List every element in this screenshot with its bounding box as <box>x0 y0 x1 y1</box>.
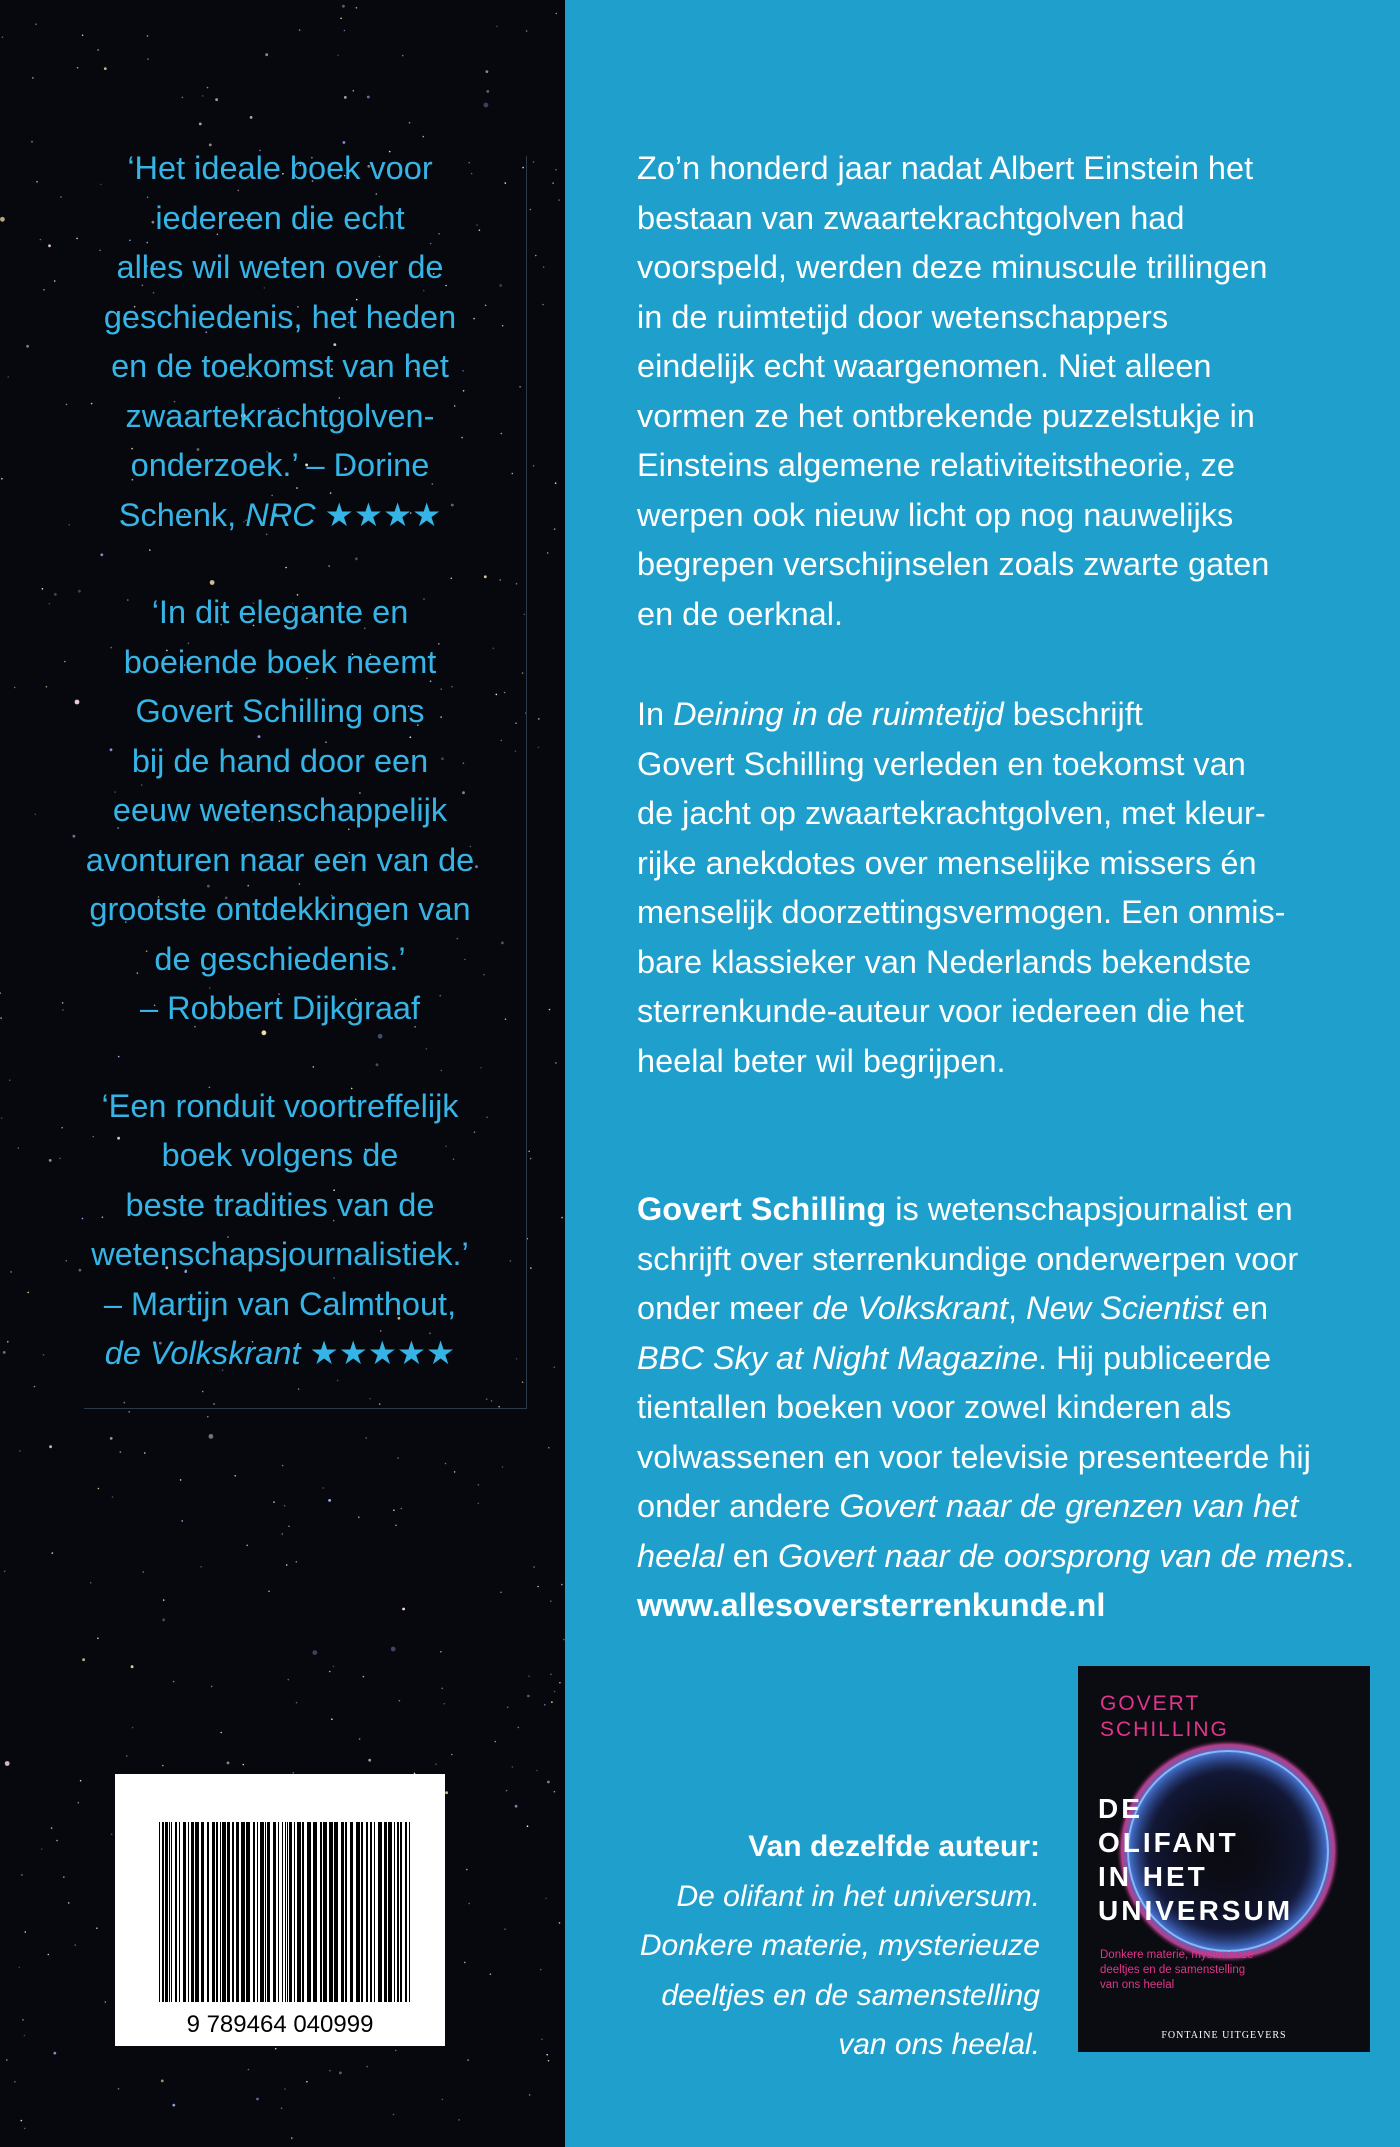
cover-subtitle-line-2: deeltjes en de samenstelling <box>1100 1964 1246 1976</box>
book-title: Deining in de ruimtetijd <box>673 696 1004 732</box>
cover-art <box>1078 1666 1370 2052</box>
description-paragraph-1: Zo’n honderd jaar nadat Albert Einstein het bestaan van zwaartekrachtgolven had voorspeld, werden deze minuscule trillingen in de ruimtetijd door wetenschappers eindelijk echt waargenomen. Niet alleen vormen ze het ontbrekende puzzelstukje in Einsteins algemene relativiteitstheorie, ze werpen ook nieuw licht op nog nauwelijks begrepen verschijnselen zoals zwarte gaten en de oerknal. <box>637 150 1270 632</box>
left-panel-starfield <box>0 0 565 2147</box>
rating-stars: ★★★★ <box>315 496 442 533</box>
cover-title-line-4: UNIVERSUM <box>1098 1895 1294 1926</box>
same-author-block: Van dezelfde auteur: De olifant in het universum. Donkere materie, mysterieuze deeltjes en de samenstelling van ons heelal. <box>639 1830 1040 2061</box>
review-quotes <box>60 144 500 1427</box>
related-book-cover <box>1078 1666 1370 2052</box>
cover-title-line-1: DE <box>1098 1793 1143 1824</box>
review-quote-nrc: ‘Het ideale boek voor iedereen die echt alles wil weten over de geschiedenis, het heden en de toekomst van het zwaartekrachtgolven- onderzoek.’ – Dorine Schenk, NRC ★★★★ <box>60 144 500 540</box>
rating-stars: ★★★★★ <box>300 1335 456 1371</box>
review-quote-dijkgraaf: ‘In dit elegante en boeiende boek neemt Govert Schilling ons bij de hand door een eeuw wetenschappelijk avonturen naar een van de grootste ontdekkingen van de geschiedenis.’ – Robbert Dijkgraaf <box>85 594 475 1026</box>
description-paragraph-2: In Deining in de ruimtetijd beschrijft Govert Schilling verleden en toekomst van de jacht op zwaartekrachtgolven, met kleur- rijke anekdotes over menselijke missers én menselijk doorzettingsvermogen. Een onmis- bare klassieker van Nederlands bekendste sterrenkunde-auteur voor iedereen die het heelal beter wil begrijpen. <box>637 696 1286 1079</box>
cover-subtitle-line-3: van ons heelal <box>1100 1979 1175 1991</box>
isbn-number: 9 789464 040999 <box>186 2011 374 2038</box>
same-author-heading: Van dezelfde auteur: <box>748 1830 1040 1863</box>
cover-title-line-2: OLIFANT <box>1098 1827 1239 1858</box>
author-website[interactable]: www.allesoversterrenkunde.nl <box>637 1587 1106 1623</box>
cover-author-line-1: GOVERT <box>1100 1692 1201 1715</box>
review-attribution-volkskrant: de Volkskrant ★★★★★ <box>104 1335 456 1371</box>
cover-title-line-3: IN HET <box>1098 1861 1208 1892</box>
review-quote-volkskrant: ‘Een ronduit voortreffelijk boek volgens de beste tradities van de wetenschapsjournalistiek.’ – Martijn van Calmthout, de Volkskrant ★★★★★ <box>60 1082 500 1379</box>
cover-subtitle-line-1: Donkere materie, mysterieuze <box>1100 1949 1254 1961</box>
author-bio: Govert Schilling is wetenschapsjournalist en schrijft over sterrenkundige onderwerpen voor onder meer de Volkskrant, New Scientist en BBC Sky at Night Magazine. Hij publiceerde tientallen boeken voor zowel kinderen als volwassenen en voor televisie presenteerde hij onder andere Govert naar de grenzen van het heelal en Govert naar de oorsprong van de mens. www.allesoversterrenkunde.nl <box>637 1191 1355 1623</box>
review-attribution-nrc: Schenk, NRC ★★★★ <box>118 496 442 533</box>
cover-publisher: FONTAINE UITGEVERS <box>1161 2030 1287 2041</box>
cover-author-line-2: SCHILLING <box>1100 1718 1229 1741</box>
barcode <box>115 1774 445 2046</box>
author-name: Govert Schilling <box>637 1191 887 1227</box>
barcode-box <box>115 1774 445 2046</box>
